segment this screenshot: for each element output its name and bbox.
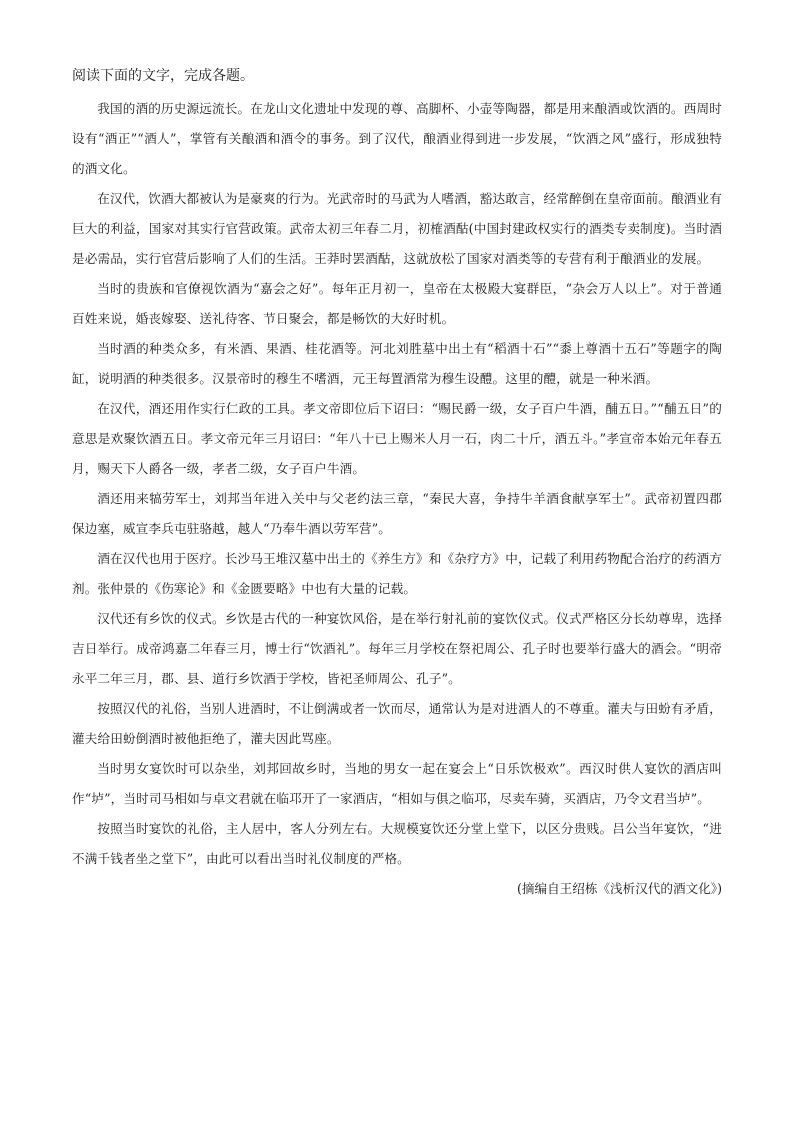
instruction-text: 阅读下面的文字，完成各题。 xyxy=(72,68,254,84)
source-citation: (摘编自王绍栋《浅析汉代的酒文化》) xyxy=(516,881,722,896)
paragraph-7: 酒在汉代也用于医疗。长沙马王堆汉墓中出土的《养生方》和《杂疗方》中，记载了利用药物配合治疗的药酒方剂。张仲景的《伤寒论》和《金匮要略》中也有大量的记载。 xyxy=(72,551,722,596)
paragraph-9: 按照汉代的礼俗，当别人进酒时，不让倒满或者一饮而尽，通常认为是对进酒人的不尊重。灌夫与田蚡有矛盾，灌夫给田蚡倒酒时被他拒绝了，灌夫因此骂座。 xyxy=(72,701,722,746)
paragraph-5: 在汉代，酒还用作实行仁政的工具。孝文帝即位后下诏曰：“赐民爵一级，女子百户牛酒，酺五日。”“酺五日”的意思是欢聚饮酒五日。孝文帝元年三月诏曰：“年八十已上赐米人月一石，肉二十斤，酒五斗。”孝宣帝本始元年春五月，赐天下人爵各一级，孝者二级，女子百户牛酒。 xyxy=(72,401,722,476)
paragraph-4: 当时酒的种类众多，有米酒、果酒、桂花酒等。河北刘胜墓中出土有“稻酒十石”“黍上尊酒十五石”等题字的陶缸，说明酒的种类很多。汉景帝时的穆生不嗜酒，元王每置酒常为穆生设醴。这里的醴，就是一种米酒。 xyxy=(72,341,722,386)
document-page xyxy=(72,64,722,904)
paragraph-10: 当时男女宴饮时可以杂坐，刘邦回故乡时，当地的男女一起在宴会上“日乐饮极欢”。西汉时供人宴饮的酒店叫作“垆”，当时司马相如与卓文君就在临邛开了一家酒店，“相如与俱之临邛，尽卖车骑，买酒店，乃令文君当垆”。 xyxy=(72,761,722,806)
paragraph-2: 在汉代，饮酒大都被认为是豪爽的行为。光武帝时的马武为人嗜酒，豁达敢言，经常醉倒在皇帝面前。酿酒业有巨大的利益，国家对其实行官营政策。武帝太初三年春二月，初榷酒酤(中国封建政权实行的酒类专卖制度)。当时酒是必需品，实行官营后影响了人们的生活。王莽时罢酒酤，这就放松了国家对酒类等的专营有利于酿酒业的发展。 xyxy=(72,191,722,266)
paragraph-1: 我国的酒的历史源远流长。在龙山文化遗址中发现的尊、高脚杯、小壶等陶器，都是用来酿酒或饮酒的。西周时设有“酒正”“酒人”，掌管有关酿酒和酒令的事务。到了汉代，酿酒业得到进一步发展，“饮酒之风”盛行，形成独特的酒文化。 xyxy=(72,101,722,176)
paragraph-8: 汉代还有乡饮的仪式。乡饮是古代的一种宴饮风俗，是在举行射礼前的宴饮仪式。仪式严格区分长幼尊卑，选择吉日举行。成帝鸿嘉二年春三月，博士行“饮酒礼”。每年三月学校在祭祀周公、孔子时也要举行盛大的酒会。“明帝永平二年三月，郡、县、道行乡饮酒于学校，皆祀圣师周公、孔子”。 xyxy=(72,611,722,686)
paragraph-3: 当时的贵族和官僚视饮酒为“嘉会之好”。每年正月初一，皇帝在太极殿大宴群臣，“杂会万人以上”。对于普通百姓来说，婚丧嫁娶、送礼待客、节日聚会，都是畅饮的大好时机。 xyxy=(72,281,722,326)
paragraph-6: 酒还用来犒劳军士，刘邦当年进入关中与父老约法三章，“秦民大喜，争持牛羊酒食献享军士”。武帝初置四郡保边塞，威宣李兵屯驻骆越，越人“乃奉牛酒以劳军营”。 xyxy=(72,491,722,536)
paragraph-11: 按照当时宴饮的礼俗，主人居中，客人分列左右。大规模宴饮还分堂上堂下，以区分贵贱。吕公当年宴饮，“进不满千钱者坐之堂下”，由此可以看出当时礼仪制度的严格。 xyxy=(72,821,722,866)
